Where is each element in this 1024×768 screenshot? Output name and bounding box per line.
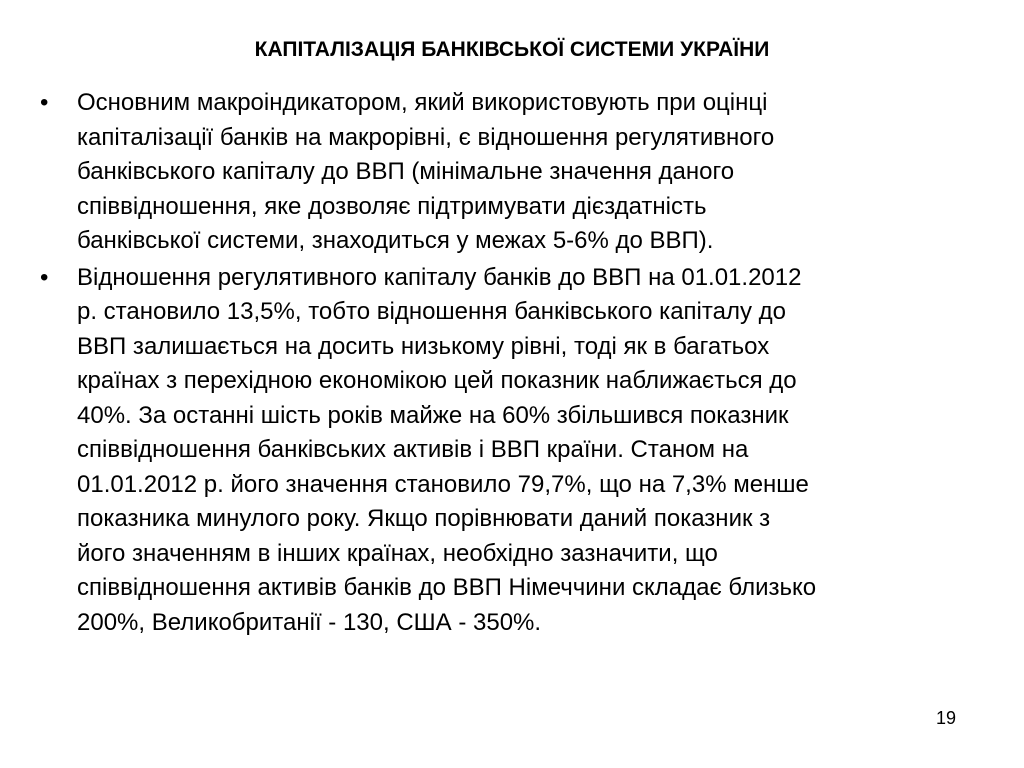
- bullet-item-2: [40, 261, 970, 641]
- bullet-marker: •: [40, 263, 49, 291]
- bullet-text-1: Основним макроіндикатором, який використовують при оцінці капіталізації банків на макрорівні, є відношення регулятивного банківського капіталу до ВВП (мінімальне значення даного співвідношення, яке дозволяє підтримувати дієздатність банківської системи, знаходиться у межах 5-6% до ВВП).: [77, 89, 775, 254]
- bullet-list: [40, 86, 970, 642]
- bullet-marker: •: [40, 89, 49, 116]
- page-number: 19: [936, 708, 957, 728]
- bullet-item-1: [40, 86, 970, 259]
- slide-title: КАПІТАЛІЗАЦІЯ БАНКІВСЬКОЇ СИСТЕМИ УКРАЇНИ: [254, 38, 770, 61]
- bullet-text-2: Відношення регулятивного капіталу банків до ВВП на 01.01.2012 р. становило 13,5%, тобто відношення банківського капіталу до ВВП залишається на досить низькому рівні, тоді як в багатьох країнах з перехідною економікою цей показник наближається до 40%. За останні шість років майже на 60% збільшився показник співвідношення банківських активів і ВВП країни. Станом на 01.01.2012 р. його значення становило 79,7%, що на 7,3% менше показника минулого року. Якщо порівнювати даний показник з його значенням в інших країнах, необхідно зазначити, що співвідношення активів банків до ВВП Німеччини складає близько 200%, Великобританії - 130, США - 350%.: [77, 263, 817, 636]
